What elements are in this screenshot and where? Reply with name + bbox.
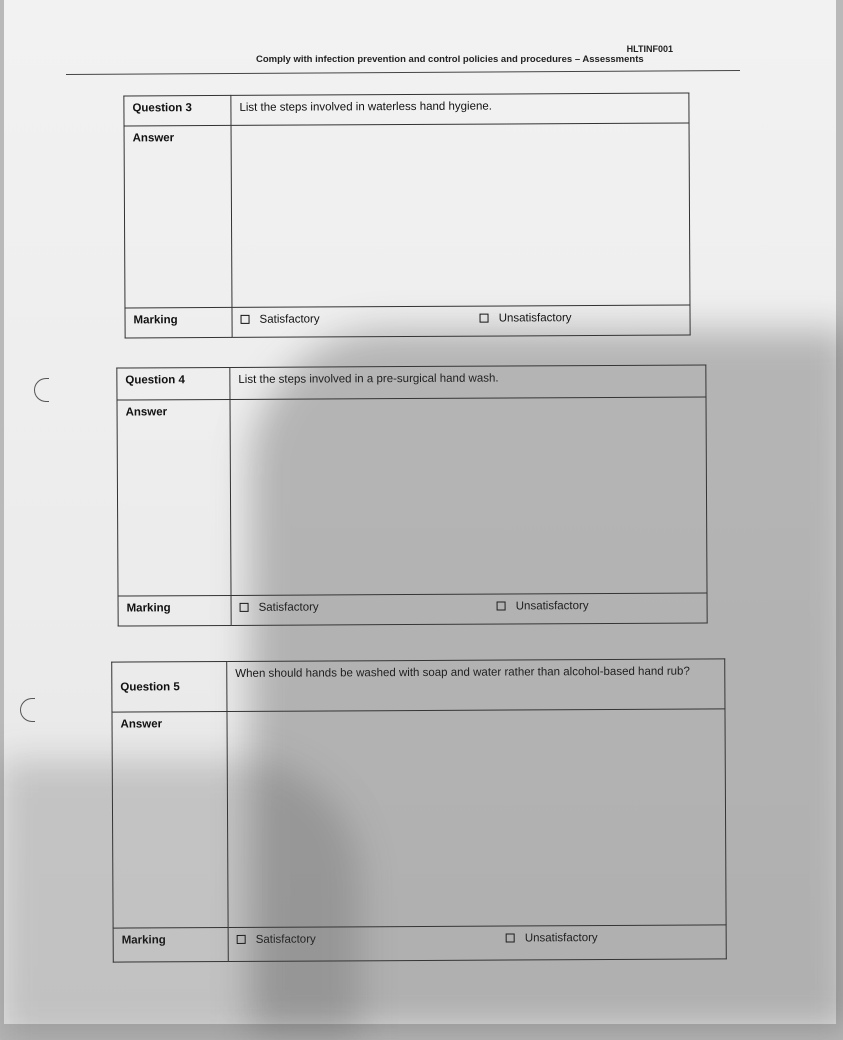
marking-label: Marking (125, 307, 232, 338)
checkbox-icon[interactable] (480, 314, 489, 323)
question-label: Question 5 (112, 662, 227, 713)
unsatisfactory-label: Unsatisfactory (524, 932, 598, 945)
question-text: List the steps involved in waterless hand hygiene. (231, 93, 689, 125)
question-text: List the steps involved in a pre-surgical hand wash. (230, 365, 706, 399)
question-5-table (111, 658, 727, 962)
unsatisfactory-option[interactable] (506, 932, 598, 944)
answer-area[interactable] (227, 709, 726, 928)
answer-label: Answer (124, 125, 232, 308)
checkbox-icon[interactable] (237, 935, 246, 944)
checkbox-icon[interactable] (241, 315, 250, 324)
marking-options (228, 925, 726, 962)
question-4-table (116, 364, 707, 626)
unit-code: HLTINF001 (626, 44, 673, 54)
checkbox-icon[interactable] (506, 934, 515, 943)
unsatisfactory-option[interactable] (497, 600, 589, 612)
unsatisfactory-option[interactable] (480, 312, 572, 324)
answer-area[interactable] (230, 397, 707, 595)
marking-label: Marking (113, 928, 228, 963)
question-3-table (123, 93, 690, 339)
document-title: Comply with infection prevention and control policies and procedures – Assessments (256, 54, 644, 65)
satisfactory-option[interactable] (237, 934, 316, 946)
answer-label: Answer (112, 712, 228, 929)
satisfactory-label: Satisfactory (258, 601, 319, 614)
question-label: Question 4 (117, 367, 230, 400)
satisfactory-option[interactable] (241, 313, 320, 325)
answer-area[interactable] (231, 123, 690, 307)
question-text: When should hands be washed with soap and water rather than alcohol-based hand rub? (227, 659, 725, 712)
question-label: Question 3 (124, 95, 231, 126)
unsatisfactory-label: Unsatisfactory (515, 600, 589, 613)
answer-label: Answer (117, 399, 231, 596)
marking-label: Marking (118, 595, 231, 626)
satisfactory-label: Satisfactory (255, 933, 316, 946)
marking-options (231, 593, 707, 625)
satisfactory-label: Satisfactory (259, 313, 320, 326)
checkbox-icon[interactable] (240, 603, 249, 612)
unsatisfactory-label: Unsatisfactory (498, 312, 572, 325)
checkbox-icon[interactable] (497, 602, 506, 611)
satisfactory-option[interactable] (240, 601, 319, 613)
marking-options (232, 305, 690, 337)
